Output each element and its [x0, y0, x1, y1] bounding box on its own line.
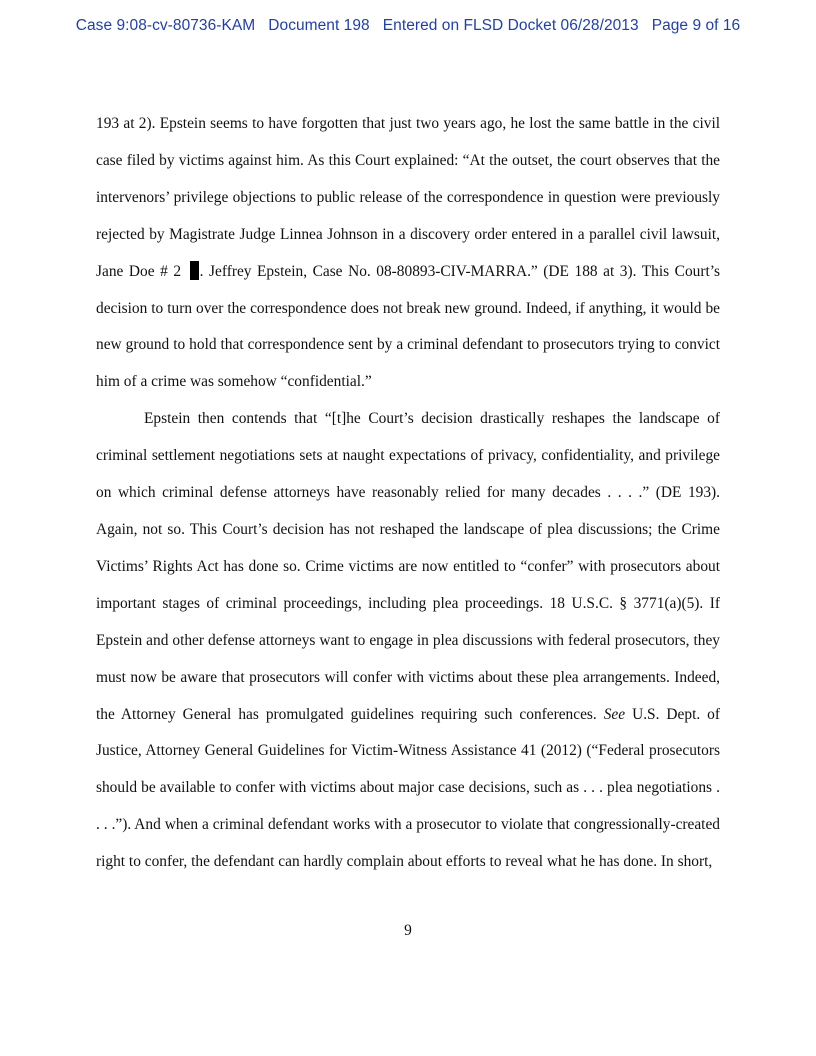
- paragraph-1-text-before-redaction: 193 at 2). Epstein seems to have forgotten that just two years ago, he lost the same battle in the civil case filed by victims against him. As this Court explained: “At the outset, the court observes that the intervenors’ privilege objections to public release of the correspondence in question were previously rejected by Magistrate Judge Linnea Johnson in a discovery order entered in a parallel civil lawsuit, Jane Doe # 2: [96, 115, 720, 280]
- paragraph-2-text-part-1: Epstein then contends that “[t]he Court’s decision drastically reshapes the landscape of criminal settlement negotiations sets at naught expectations of privacy, confidentiality, and privilege on which criminal defense attorneys have reasonably relied for many decades . . . .” (DE 193). Again, not so. This Court’s decision has not reshaped the landscape of plea discussions; the Crime Victims’ Rights Act has done so. Crime victims are now entitled to “confer” with prosecutors about important stages of criminal proceedings, including plea proceedings. 18 U.S.C. § 3771(a)(5). If Epstein and other defense attorneys want to engage in plea discussions with federal prosecutors, they must now be aware that prosecutors will confer with victims about these plea arrangements. Indeed, the Attorney General has promulgated guidelines requiring such conferences.: [96, 410, 720, 723]
- header-page-of: Page 9 of 16: [651, 17, 741, 34]
- body-text: [96, 106, 720, 881]
- page-number: 9: [404, 922, 412, 939]
- paragraph-2-text-part-2: U.S. Dept. of Justice, Attorney General Guidelines for Victim-Witness Assistance 41 (2012) (“Federal prosecutors should be available to confer with victims about major case decisions, such as . . . plea negotiations . . . .”). And when a criminal defendant works with a prosecutor to violate that congressionally-created right to confer, the defendant can hardly complain about efforts to reveal what he has done. In short,: [96, 705, 720, 871]
- court-filing-header: [0, 17, 816, 35]
- header-case-number: Case 9:08-cv-80736-KAM: [75, 17, 256, 34]
- paragraph-1-text-after-redaction: . Jeffrey Epstein, Case No. 08-80893-CIV-MARRA.” (DE 188 at 3). This Court’s decision to turn over the correspondence does not break new ground. Indeed, if anything, it would be new ground to hold that correspondence sent by a criminal defendant to prosecutors trying to convict him of a crime was somehow “confidential.”: [96, 262, 720, 391]
- paragraph-2: [96, 401, 720, 881]
- redaction-box: [190, 261, 199, 280]
- header-docket-entry: Entered on FLSD Docket 06/28/2013: [382, 17, 639, 34]
- paragraph-continued: [96, 106, 720, 401]
- see-citation-signal: See: [603, 705, 626, 723]
- header-document-number: Document 198: [268, 17, 370, 34]
